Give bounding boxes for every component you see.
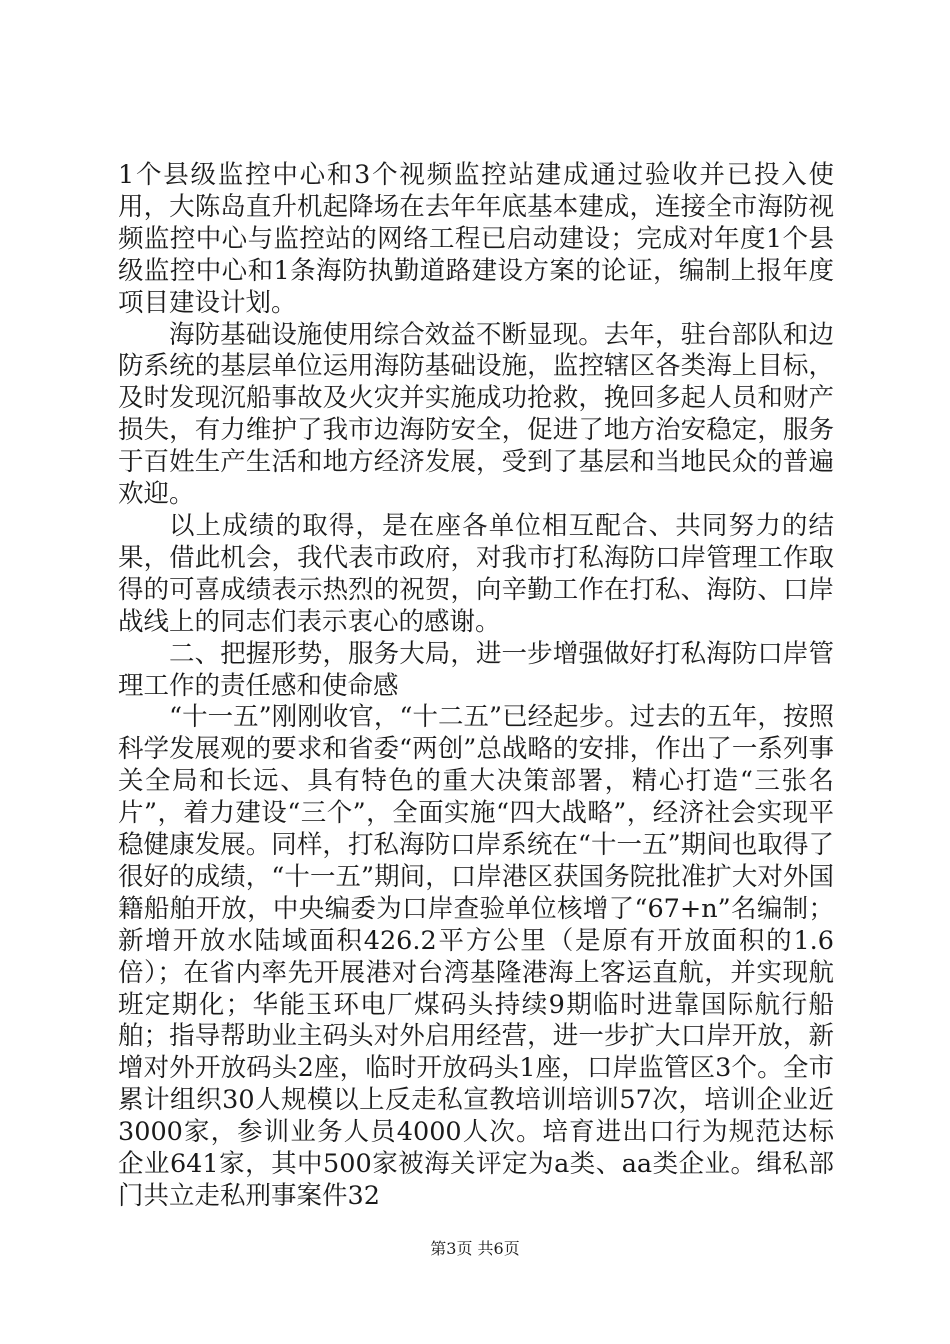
page-footer: 第3页 共6页 — [430, 1239, 520, 1258]
paragraph-infrastructure-benefits: 海防基础设施使用综合效益不断显现。去年，驻台部队和边防系统的基层单位运用海防基础设施，监控辖区各类海上目标，及时发现沉船事故及火灾并实施成功抢救，挽回多起人员和财产损失，有力维护了我市边海防安全，促进了地方治安稳定，服务于百姓生产生活和地方经济发展，受到了基层和当地民众的普遍欢迎。 — [118, 319, 834, 510]
paragraph-five-year-review: “十一五”刚刚收官，“十二五”已经起步。过去的五年，按照科学发展观的要求和省委“两创”总战略的安排，作出了一系列事关全局和长远、具有特色的重大决策部署，精心打造“三张名片”，着力建设“三个”，全面实施“四大战略”，经济社会实现平稳健康发展。同样，打私海防口岸系统在“十一五”期间也取得了很好的成绩，“十一五”期间，口岸港区获国务院批准扩大对外国籍船舶开放，中央编委为口岸查验单位核增了“67+n”名编制；新增开放水陆域面积426.2平方公里（是原有开放面积的1.6倍）；在省内率先开展港对台湾基隆港海上客运直航，并实现航班定期化；华能玉环电厂煤码头持续9期临时进靠国际航行船舶；指导帮助业主码头对外启用经营，进一步扩大口岸开放，新增对外开放码头2座，临时开放码头1座，口岸监管区3个。全市累计组织30人规模以上反走私宣教培训培训57次，培训企业近3000家，参训业务人员4000人次。培育进出口行为规范达标企业641家，其中500家被海关评定为a类、aa类企业。缉私部门共立走私刑事案件32 — [118, 702, 834, 1211]
section-heading-two: 二、把握形势，服务大局，进一步增强做好打私海防口岸管理工作的责任感和使命感 — [118, 638, 834, 701]
paragraph-continuation: 1个县级监控中心和3个视频监控站建成通过验收并已投入使用，大陈岛直升机起降场在去年年底基本建成，连接全市海防视频监控中心与监控站的网络工程已启动建设；完成对年度1个县级监控中心和1条海防执勤道路建设方案的论证，编制上报年度项目建设计划。 — [118, 160, 834, 318]
document-body — [118, 160, 834, 1213]
paragraph-acknowledgement: 以上成绩的取得，是在座各单位相互配合、共同努力的结果，借此机会，我代表市政府，对我市打私海防口岸管理工作取得的可喜成绩表示热烈的祝贺，向辛勤工作在打私、海防、口岸战线上的同志们表示衷心的感谢。 — [118, 510, 834, 637]
